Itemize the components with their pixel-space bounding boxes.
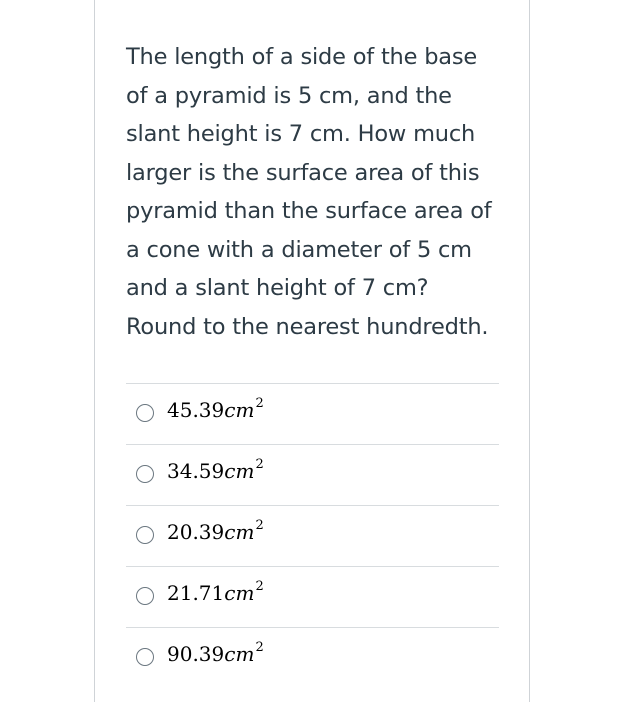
answer-label	[167, 459, 264, 483]
radio-button[interactable]	[136, 404, 154, 422]
answer-option-5[interactable]	[126, 627, 499, 688]
answer-unit: $cm^2$	[224, 457, 264, 483]
answer-label	[167, 642, 264, 666]
answer-unit: $cm^2$	[224, 518, 264, 544]
answer-unit: $cm^2$	[224, 396, 264, 422]
answer-label	[167, 520, 264, 544]
question-line: The length of a side of the base	[126, 44, 478, 70]
radio-button[interactable]	[136, 587, 154, 605]
question-line: and a slant height of 7 cm?	[126, 275, 429, 301]
answer-value: 90.39	[167, 642, 225, 666]
answer-value: 34.59	[167, 459, 225, 483]
radio-button[interactable]	[136, 648, 154, 666]
answer-option-1[interactable]	[126, 383, 499, 444]
question-line: pyramid than the surface area of	[126, 198, 492, 224]
radio-button[interactable]	[136, 526, 154, 544]
question-line: Round to the nearest hundredth.	[126, 313, 489, 340]
answer-exponent: 2	[255, 457, 264, 473]
answer-exponent: 2	[255, 640, 264, 656]
answer-exponent: 2	[255, 518, 264, 534]
answer-option-2[interactable]	[126, 444, 499, 505]
answer-exponent: 2	[255, 579, 264, 595]
answer-value: 21.71	[167, 581, 225, 605]
answer-value: 20.39	[167, 520, 225, 544]
question-line: a cone with a diameter of 5 cm	[126, 236, 472, 263]
radio-button[interactable]	[136, 465, 154, 483]
answer-unit: $cm^2$	[224, 640, 264, 666]
answer-value: 45.39	[167, 398, 225, 422]
question-line: of a pyramid is 5 cm, and the	[126, 82, 452, 109]
question-text	[126, 38, 506, 346]
answer-option-4[interactable]	[126, 566, 499, 627]
question-line: larger is the surface area of this	[126, 159, 480, 186]
answer-label	[167, 581, 264, 605]
answer-exponent: 2	[255, 396, 264, 412]
question-line: slant height is 7 cm. How much	[126, 121, 476, 147]
answer-label	[167, 398, 264, 422]
answer-option-3[interactable]	[126, 505, 499, 566]
answer-unit: $cm^2$	[224, 579, 264, 605]
answer-list	[126, 383, 499, 688]
